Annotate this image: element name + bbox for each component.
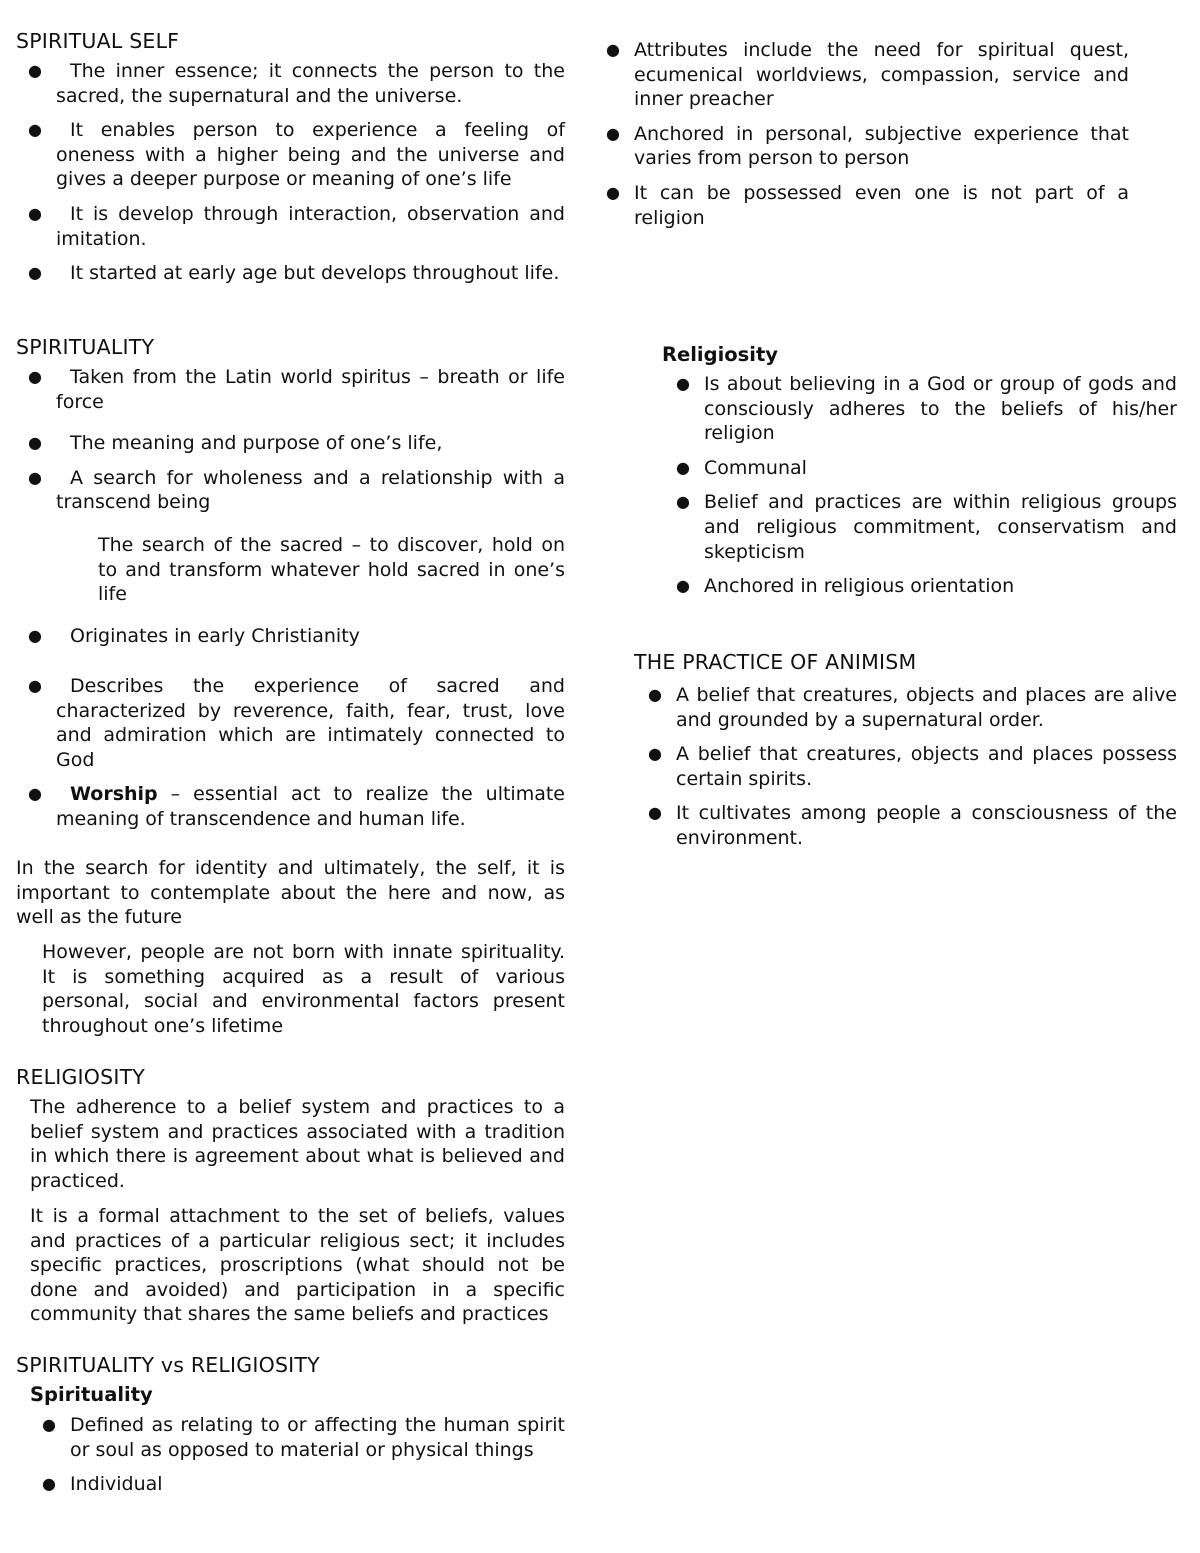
list-item: ● Anchored in personal, subjective experience that varies from person to person [606,122,1129,170]
paragraph-search-identity: In the search for identity and ultimately, the self, it is important to contemplate about the here and now, as well as the future [16,857,565,929]
bullet-icon: ● [28,61,42,80]
list-item: ● Individual [42,1473,163,1496]
bullet-icon: ● [28,626,42,645]
list-item: ● Belief and practices are within religious groups and religious commitment, conservatism and skepticism [676,491,1177,563]
list-item: ● It can be possessed even one is not part of a religion [606,181,1129,229]
religiosity-list [676,372,1177,599]
spirituality-list-a [28,365,565,515]
section-heading-spirituality-vs-religiosity: SPIRITUALITY vs RELIGIOSITY [16,1353,320,1377]
bullet-icon: ● [606,123,620,143]
bullet-icon: ● [28,263,42,283]
paragraph-innate-spirituality: However, people are not born with innate spirituality. It is something acquired as a result of various personal, social and environmental factors present throughout one’s lifetime [42,941,565,1037]
paragraph-religiosity-formal: It is a formal attachment to the set of beliefs, values and practices of a particular religious sect; it includes specific practices, proscriptions (what should not be done and avoided) and participation in a specific community that shares the same beliefs and practices [30,1205,565,1326]
bullet-icon: ● [676,457,690,477]
spirituality-list-c [28,674,565,832]
list-item: ● It is develop through interaction, observation and imitation. [28,202,565,250]
bullet-icon: ● [28,467,42,487]
bullet-icon: ● [676,576,690,596]
list-item: ● Originates in early Christianity [28,625,360,647]
list-item: ● Taken from the Latin world spiritus – breath or life force [28,366,565,413]
list-item: ● It started at early age but develops throughout life. [28,262,560,285]
spirituality-list-b [28,624,565,649]
bullet-icon: ● [28,203,42,223]
list-item: ● Is about believing in a God or group of gods and consciously adheres to the beliefs of his/her religion [676,373,1177,445]
list-item: ● A belief that creatures, objects and places are alive and grounded by a supernatural order. [648,684,1177,731]
subheading-religiosity: Religiosity [662,343,778,366]
list-item: ● Worship – essential act to realize the ultimate meaning of transcendence and human life. [28,783,565,830]
list-item: ● The meaning and purpose of one’s life, [28,432,443,455]
spirituality-attributes-list [606,38,1129,230]
list-item: ● A search for wholeness and a relationship with a transcend being [28,466,565,514]
bullet-icon: ● [676,374,690,393]
bullet-icon: ● [676,492,690,512]
list-item: ● Anchored in religious orientation [676,575,1015,598]
spiritual-self-list [28,59,565,286]
list-item: ● A belief that creatures, objects and places possess certain spirits. [648,743,1177,790]
list-item: ● Describes the experience of sacred and characterized by reverence, faith, fear, trust, love and admiration which are intimately connected to God [28,675,565,771]
list-item: ● The inner essence; it connects the person to the sacred, the supernatural and the universe. [28,60,565,107]
bullet-icon: ● [606,40,620,59]
bullet-icon: ● [648,685,662,704]
bullet-icon: ● [42,1415,56,1434]
bullet-icon: ● [606,182,620,202]
bullet-icon: ● [28,120,42,140]
subheading-spirituality: Spirituality [30,1383,153,1406]
list-item: ● Defined as relating to or affecting the human spirit or soul as opposed to material or physical things [42,1414,565,1461]
bullet-icon: ● [42,1474,56,1494]
animism-list [648,683,1177,851]
worship-term: Worship [70,783,158,806]
section-heading-animism: THE PRACTICE OF ANIMISM [634,650,917,674]
sub-paragraph-search-of-sacred: The search of the sacred – to discover, hold on to and transform whatever hold sacred in one’s life [98,534,565,606]
bullet-icon: ● [28,367,42,386]
list-item: ● Communal [676,456,807,479]
section-heading-spiritual-self: SPIRITUAL SELF [16,29,180,53]
bullet-icon: ● [648,803,662,823]
list-item: ● It enables person to experience a feeling of oneness with a higher being and the universe and gives a deeper purpose or meaning of one’s life [28,119,565,191]
list-item: ● Attributes include the need for spiritual quest, ecumenical worldviews, compassion, service and inner preacher [606,39,1129,111]
bullet-icon: ● [28,433,42,453]
paragraph-religiosity-definition: The adherence to a belief system and practices to a belief system and practices associated with a tradition in which there is agreement about what is believed and practiced. [30,1096,565,1192]
section-heading-religiosity: RELIGIOSITY [16,1065,146,1089]
list-item: ● It cultivates among people a consciousness of the environment. [648,802,1177,849]
bullet-icon: ● [648,744,662,764]
bullet-icon: ● [28,784,42,804]
section-heading-spirituality: SPIRITUALITY [16,335,155,359]
versus-spirituality-list [42,1413,565,1497]
bullet-icon: ● [28,676,42,695]
